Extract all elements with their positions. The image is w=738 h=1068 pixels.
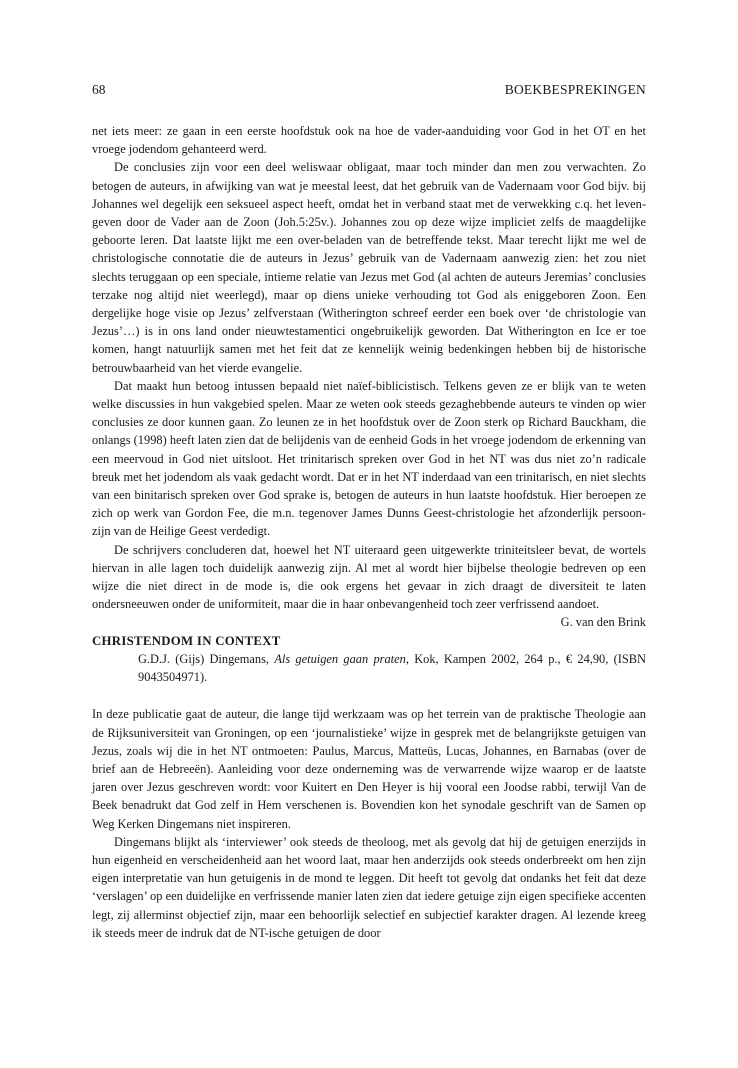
review1-paragraph-2: De conclusies zijn voor een deel weliswaar obligaat, maar toch minder dan men zou verwachten. Zo betogen de auteurs, in afwijking van wat je meestal leest, dat het gebruik van de Vadernaam voor God bijv. bij Johannes wel degelijk een seksueel aspect heeft, omdat het in verband staat met de verwekking c.q. het leven-geven door de Vader aan de Zoon (Joh.5:25v.). Johannes zou op deze wijze impliciet zelfs de maagdelijke geboorte leren. Dat laatste lijkt me een over-beladen van de betreffende tekst. Maar terecht lijkt me wel de christologische connotatie die de auteurs in Jezus’ gebruik van de Vadernaam aanwezig zien: het zou niet slechts teruggaan op een speciale, intieme relatie van Jezus met God (al achten de auteurs Jeremias’ conclusies terzake nog altijd niet weerlegd), maar op diens unieke verhouding tot God als eniggeboren Zoon. Een dergelijke hoge visie op Jezus’ zelfverstaan (Witherington schreef eerder een boek over ‘de christologie van Jezus’…) is in ons land onder nieuwtestamentici ongebruikelijk geworden. Dat Witherington en Ice er toe komen, hangt natuurlijk samen met het feit dat ze kennelijk weinig bedenkingen hebben bij de historische betrouwbaarheid van het vierde evangelie. bbox=[92, 160, 646, 375]
page-number: 68 bbox=[92, 82, 106, 97]
biblio-author: G.D.J. (Gijs) Dingemans, bbox=[138, 651, 275, 666]
body-text bbox=[92, 122, 646, 942]
biblio-details: , Kok, Kampen 2002, 264 p., € 24,90, (ISBN 9043504971). bbox=[138, 651, 646, 685]
biblio-title: Als getuigen gaan praten bbox=[274, 651, 406, 666]
page-header bbox=[92, 81, 646, 99]
bibliographic-entry bbox=[92, 650, 646, 686]
section-title: CHRISTENDOM IN CONTEXT bbox=[92, 633, 281, 648]
review1-paragraph-4: De schrijvers concluderen dat, hoewel het NT uiteraard geen uitgewerkte triniteitsleer bevat, de wortels hiervan in alle lagen toch duidelijk aanwezig zijn. Al met al wordt hier bijbelse theologie bedreven op een wijze die niet direct in de mode is, die ook ergens het gevaar in zich draagt de diversiteit te laten ondersneeuwen onder de uniformiteit, maar die in haar onbevangenheid toch zeer verfrissend aandoet. bbox=[92, 542, 646, 612]
reviewer-signature: G. van den Brink bbox=[560, 615, 646, 630]
review2-paragraph-2: Dingemans blijkt als ‘interviewer’ ook steeds de theoloog, met als gevolg dat hij de getuigen enerzijds in hun eigenheid en verscheidenheid aan het woord laat, maar hen anderzijds ook steeds onderbreekt om hen zijn eigen interpretatie van hun getuigenis in de mond te leggen. Dit heeft tot gevolg dat ondanks het feit dat deze ‘verslagen’ op een duidelijke en verfrissende manier laten zien dat iedere getuige zijn eigen specifieke accenten legt, zij allerminst objectief zijn, maar een behoorlijk selectief en subjectief karakter dragen. Al lezende kreeg ik steeds meer de indruk dat de NT-ische getuigen de door bbox=[92, 834, 646, 940]
review1-paragraph-3: Dat maakt hun betoog intussen bepaald niet naïef-biblicistisch. Telkens geven ze er blijk van te weten welke discussies in hun vakgebied spelen. Maar ze weten ook steeds gezaghebbende auteurs te vinden op wier conclusies ze door kunnen gaan. Zo leunen ze in het hoofdstuk over de Zoon sterk op Richard Bauckham, die onlangs (1998) heeft laten zien dat de belijdenis van de eenheid Gods in het vroege jodendom de erkenning van een meervoud in God niet uitsloot. Het trinitarisch spreken over God in het NT was dus niet zo’n radicale breuk met het jodendom als vaak gedacht wordt. Dat er in het NT inderdaad van een trinitarisch, en niet slechts van een binitarisch spreken over God sprake is, betogen de auteurs in hun laatste hoofdstuk. Hier beroepen ze zich op werk van Gordon Fee, die m.n. tegenover James Dunns Geest-christologie het afzonderlijk persoon-zijn van de Heilige Geest verdedigt. bbox=[92, 378, 646, 539]
running-head: BOEKBESPREKINGEN bbox=[504, 82, 646, 97]
review1-paragraph-1: net iets meer: ze gaan in een eerste hoofdstuk ook na hoe de vader-aanduiding voor God in het OT en het vroege jodendom gehanteerd werd. bbox=[92, 124, 646, 157]
review2-paragraph-1: In deze publicatie gaat de auteur, die lange tijd werkzaam was op het terrein van de praktische Theologie aan de Rijksuniversiteit van Groningen, op een ‘journalistieke’ wijze in gesprek met de belangrijkste getuigen van Jezus, zoals wij die in het NT ontmoeten: Paulus, Marcus, Matteüs, Lucas, Johannes, en Barnabas (over de brief aan de Hebreeën). Aanleiding voor deze onderneming was de verwarrende wijze waarop er de laatste jaren over Jezus geschreven wordt: voor Kuitert en Den Heyer is hij vooral een Joodse rabbi, terwijl Van de Beek benadrukt dat God zelf in Hem verschenen is. Bovendien kon het synodale geschrift van de Samen op Weg Kerken Dingemans niet inspireren. bbox=[92, 707, 646, 831]
